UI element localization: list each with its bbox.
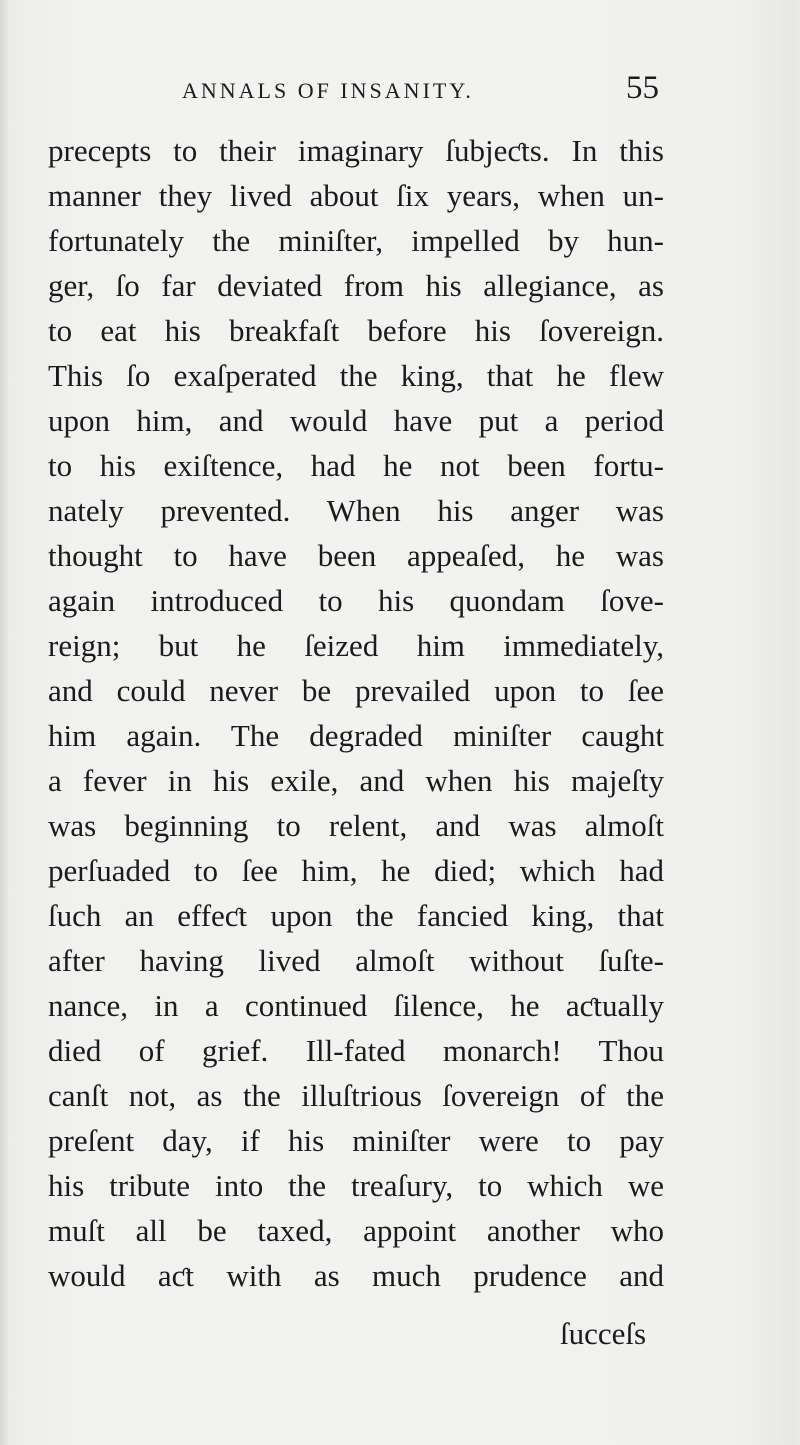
text-line: a fever in his exile, and when his majeſty	[48, 763, 664, 798]
text-line: died of grief. Ill-fated monarch! Thou	[48, 1033, 664, 1068]
text-line: to eat his breakfaſt before his ſovereign.	[48, 313, 664, 348]
text-line: precepts to their imaginary ſubjeƈts. In this	[48, 133, 664, 168]
text-line: ſuch an effeƈt upon the fancied king, that	[48, 898, 664, 933]
catchword: ſucceſs	[560, 1316, 647, 1351]
running-head: ANNALS OF INSANITY.	[182, 78, 474, 103]
text-line: him again. The degraded miniſter caught	[48, 718, 664, 753]
text-line: muſt all be taxed, appoint another who	[48, 1213, 664, 1248]
text-line: manner they lived about ſix years, when un-	[48, 178, 664, 213]
text-line: again introduced to his quondam ſove-	[48, 583, 664, 618]
text-line: was beginning to relent, and was almoſt	[48, 808, 664, 843]
text-line: thought to have been appeaſed, he was	[48, 538, 664, 573]
text-line: perſuaded to ſee him, he died; which had	[48, 853, 664, 888]
text-line: nance, in a continued ſilence, he aƈtually	[48, 988, 664, 1023]
text-line: ger, ſo far deviated from his allegiance, as	[48, 268, 664, 303]
text-line: preſent day, if his miniſter were to pay	[48, 1123, 664, 1158]
text-line: his tribute into the treaſury, to which we	[48, 1168, 664, 1203]
body-text	[48, 128, 664, 1298]
text-line: and could never be prevailed upon to ſee	[48, 673, 664, 708]
text-line: canſt not, as the illuſtrious ſovereign of the	[48, 1078, 664, 1113]
text-line: would aƈt with as much prudence and	[48, 1258, 664, 1293]
page-number: 55	[626, 70, 659, 106]
text-line: to his exiſtence, had he not been fortu-	[48, 448, 664, 483]
text-line: upon him, and would have put a period	[48, 403, 664, 438]
text-line: reign; but he ſeized him immediately,	[48, 628, 664, 663]
text-line: nately prevented. When his anger was	[48, 493, 664, 528]
text-line: fortunately the miniſter, impelled by hun-	[48, 223, 664, 258]
page-header	[0, 70, 800, 120]
text-line: after having lived almoſt without ſuſte-	[48, 943, 664, 978]
text-line: This ſo exaſperated the king, that he flew	[48, 358, 664, 393]
